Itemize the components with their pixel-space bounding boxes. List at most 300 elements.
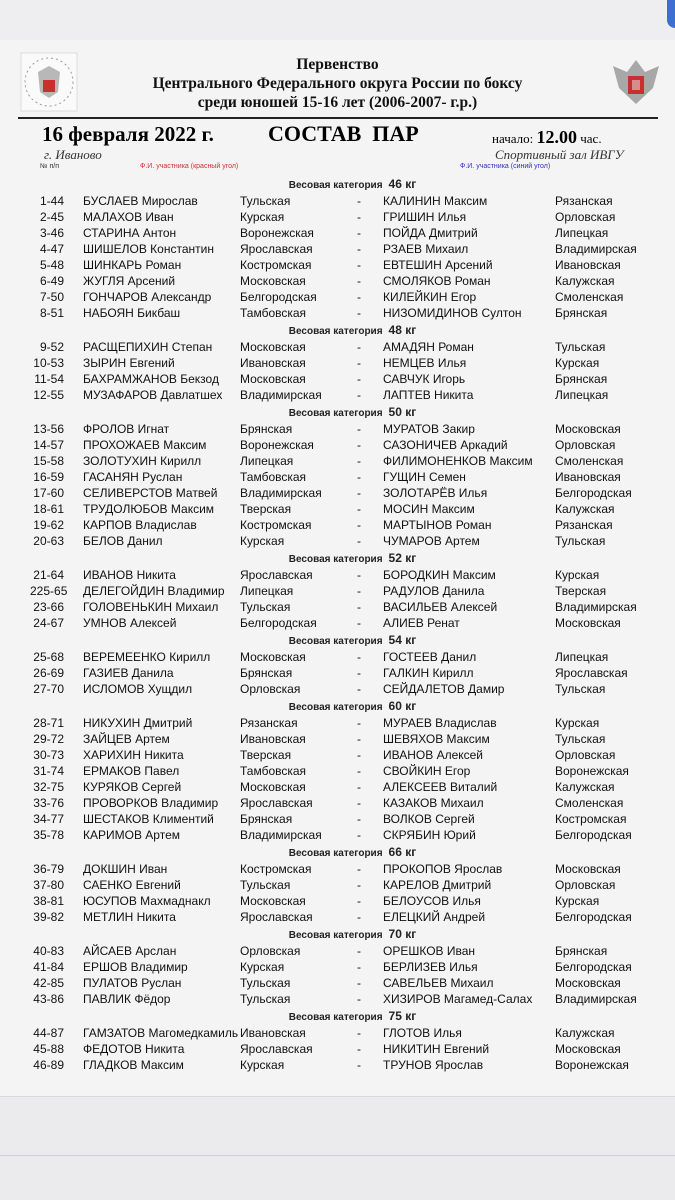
pairings-table (0, 175, 675, 1073)
table-row (0, 273, 675, 289)
red-region: Воронежская (240, 226, 314, 240)
separator: - (357, 960, 361, 974)
blue-region: Костромская (555, 812, 627, 826)
red-fighter: ГОНЧАРОВ Александр (83, 290, 212, 304)
bout-number: 31-74 (33, 764, 64, 778)
blue-region: Московская (555, 616, 621, 630)
separator: - (357, 910, 361, 924)
separator: - (357, 616, 361, 630)
blue-fighter: ГЛОТОВ Илья (383, 1026, 462, 1040)
blue-region: Тульская (555, 682, 606, 696)
bout-number: 16-59 (33, 470, 64, 484)
blue-fighter: САВЕЛЬЕВ Михаил (383, 976, 494, 990)
separator: - (357, 1026, 361, 1040)
bout-number: 38-81 (33, 894, 64, 908)
bout-number: 14-57 (33, 438, 64, 452)
table-row (0, 387, 675, 403)
separator: - (357, 258, 361, 272)
blue-region: Смоленская (555, 454, 624, 468)
red-fighter: ЖУГЛЯ Арсений (83, 274, 176, 288)
table-row (0, 193, 675, 209)
blue-fighter: САЗОНИЧЕВ Аркадий (383, 438, 508, 452)
bout-number: 15-58 (33, 454, 64, 468)
start-label: начало: (492, 131, 534, 146)
table-row (0, 1041, 675, 1057)
coat-of-arms-logo (607, 52, 665, 112)
red-fighter: ДОКШИН Иван (83, 862, 168, 876)
blue-fighter: ВАСИЛЬЕВ Алексей (383, 600, 498, 614)
separator: - (357, 812, 361, 826)
red-fighter: СЕЛИВЕРСТОВ Матвей (83, 486, 218, 500)
column-number-label: № п/п (40, 163, 59, 170)
bout-number: 20-63 (33, 534, 64, 548)
red-fighter: ШЕСТАКОВ Климентий (83, 812, 214, 826)
separator: - (357, 502, 361, 516)
red-region: Орловская (240, 944, 301, 958)
table-row (0, 289, 675, 305)
table-row (0, 421, 675, 437)
table-row (0, 517, 675, 533)
header-divider (18, 117, 658, 119)
table-row (0, 583, 675, 599)
blue-fighter: КАЛИНИН Максим (383, 194, 488, 208)
bout-number: 34-77 (33, 812, 64, 826)
bout-number: 42-85 (33, 976, 64, 990)
column-red-corner-label: Ф.И. участника (красный угол) (140, 163, 239, 170)
blue-fighter: БЕЛОУСОВ Илья (383, 894, 481, 908)
blue-region: Липецкая (555, 650, 609, 664)
table-row (0, 615, 675, 631)
separator: - (357, 1058, 361, 1072)
separator: - (357, 600, 361, 614)
blue-region: Владимирская (555, 242, 637, 256)
separator: - (357, 716, 361, 730)
table-row (0, 599, 675, 615)
blue-region: Курская (555, 716, 600, 730)
bout-number: 30-73 (33, 748, 64, 762)
bout-number: 39-82 (33, 910, 64, 924)
blue-fighter: ЧУМАРОВ Артем (383, 534, 480, 548)
red-region: Ивановская (240, 356, 306, 370)
red-region: Московская (240, 780, 306, 794)
blue-region: Белгородская (555, 910, 632, 924)
blue-region: Орловская (555, 748, 616, 762)
blue-region: Орловская (555, 878, 616, 892)
start-time (492, 127, 602, 148)
table-row (0, 747, 675, 763)
bout-number: 4-47 (39, 242, 64, 256)
table-row (0, 567, 675, 583)
red-region: Белгородская (240, 290, 317, 304)
separator: - (357, 454, 361, 468)
blue-fighter: АЛЕКСЕЕВ Виталий (383, 780, 498, 794)
blue-region: Ивановская (555, 258, 621, 272)
table-row (0, 469, 675, 485)
blue-fighter: ПРОКОПОВ Ярослав (383, 862, 503, 876)
weight-category-header (0, 321, 675, 339)
red-region: Тульская (240, 600, 291, 614)
table-row (0, 225, 675, 241)
red-region: Рязанская (240, 716, 298, 730)
separator: - (357, 470, 361, 484)
category-weight: 70 кг (388, 927, 417, 941)
blue-region: Калужская (555, 502, 615, 516)
table-row (0, 305, 675, 321)
red-fighter: КАРПОВ Владислав (83, 518, 197, 532)
bout-number: 5-48 (39, 258, 64, 272)
bout-number: 29-72 (33, 732, 64, 746)
blue-region: Калужская (555, 780, 615, 794)
separator: - (357, 534, 361, 548)
red-fighter: ГАСАНЯН Руслан (83, 470, 183, 484)
blue-fighter: КИЛЕЙКИН Егор (383, 290, 477, 304)
separator: - (357, 682, 361, 696)
separator: - (357, 226, 361, 240)
blue-region: Ярославская (555, 666, 628, 680)
weight-category-header (0, 843, 675, 861)
blue-region: Воронежская (555, 764, 629, 778)
table-row (0, 861, 675, 877)
blue-region: Воронежская (555, 1058, 629, 1072)
red-region: Ярославская (240, 242, 313, 256)
red-fighter: ЗЫРИН Евгений (83, 356, 175, 370)
blue-fighter: ЛАПТЕВ Никита (383, 388, 474, 402)
red-fighter: ЮСУПОВ Махмаднакл (83, 894, 211, 908)
table-row (0, 257, 675, 273)
top-bar (0, 0, 675, 40)
separator: - (357, 862, 361, 876)
red-region: Костромская (240, 258, 312, 272)
blue-fighter: СЕЙДАЛЕТОВ Дамир (383, 682, 505, 696)
red-region: Брянская (240, 666, 293, 680)
blue-fighter: ЕЛЕЦКИЙ Андрей (383, 910, 486, 924)
blue-fighter: ЕВТЕШИН Арсений (383, 258, 493, 272)
bout-number: 46-89 (33, 1058, 64, 1072)
separator: - (357, 486, 361, 500)
bout-number: 1-44 (39, 194, 64, 208)
bout-number: 10-53 (33, 356, 64, 370)
blue-fighter: ТРУНОВ Ярослав (383, 1058, 484, 1072)
table-row (0, 715, 675, 731)
red-region: Тверская (240, 502, 292, 516)
weight-category-header (0, 631, 675, 649)
category-label: Весовая категория (288, 326, 383, 337)
blue-fighter: МОСИН Максим (383, 502, 475, 516)
red-region: Московская (240, 894, 306, 908)
red-fighter: МЕТЛИН Никита (83, 910, 176, 924)
table-row (0, 339, 675, 355)
red-region: Липецкая (240, 454, 294, 468)
weight-category-header (0, 925, 675, 943)
bout-number: 41-84 (33, 960, 64, 974)
blue-region: Московская (555, 862, 621, 876)
blue-fighter: СВОЙКИН Егор (383, 764, 471, 778)
table-row (0, 877, 675, 893)
separator: - (357, 290, 361, 304)
separator: - (357, 944, 361, 958)
table-row (0, 731, 675, 747)
blue-region: Рязанская (555, 194, 613, 208)
column-blue-corner-label: Ф.И. участника (синий угол) (460, 163, 551, 170)
blue-fighter: ЗОЛОТАРЁВ Илья (383, 486, 488, 500)
table-row (0, 1025, 675, 1041)
table-row (0, 371, 675, 387)
category-label: Весовая категория (288, 408, 383, 419)
red-region: Тульская (240, 976, 291, 990)
red-region: Курская (240, 210, 285, 224)
bout-number: 2-45 (39, 210, 64, 224)
red-region: Владимирская (240, 388, 322, 402)
blue-fighter: САВЧУК Игорь (383, 372, 466, 386)
blue-region: Владимирская (555, 600, 637, 614)
boxing-federation-logo (20, 52, 78, 112)
red-fighter: ХАРИХИН Никита (83, 748, 184, 762)
blue-region: Тульская (555, 534, 606, 548)
red-fighter: ТРУДОЛЮБОВ Максим (83, 502, 215, 516)
red-fighter: ДЕЛЕГОЙДИН Владимир (83, 584, 225, 598)
window-edge (667, 0, 675, 28)
separator: - (357, 242, 361, 256)
bout-number: 7-50 (39, 290, 64, 304)
category-weight: 66 кг (388, 845, 417, 859)
table-row (0, 975, 675, 991)
red-region: Владимирская (240, 828, 322, 842)
table-row (0, 681, 675, 697)
category-label: Весовая категория (288, 1012, 383, 1023)
city: г. Иваново (44, 147, 102, 162)
blue-region: Белгородская (555, 486, 632, 500)
weight-category-header (0, 175, 675, 193)
blue-fighter: ГРИШИН Илья (383, 210, 467, 224)
red-region: Ярославская (240, 568, 313, 582)
table-row (0, 501, 675, 517)
red-fighter: ФЕДОТОВ Никита (83, 1042, 185, 1056)
category-weight: 54 кг (388, 633, 417, 647)
bout-number: 32-75 (33, 780, 64, 794)
separator: - (357, 438, 361, 452)
blue-fighter: ОРЕШКОВ Иван (383, 944, 476, 958)
separator: - (357, 764, 361, 778)
bout-number: 26-69 (33, 666, 64, 680)
blue-fighter: СМОЛЯКОВ Роман (383, 274, 491, 288)
blue-region: Орловская (555, 210, 616, 224)
blue-fighter: БЕРЛИЗЕВ Илья (383, 960, 478, 974)
blue-fighter: КАЗАКОВ Михаил (383, 796, 484, 810)
red-fighter: ШИШЕЛОВ Константин (83, 242, 214, 256)
bout-number: 8-51 (39, 306, 64, 320)
red-fighter: ШИНКАРЬ Роман (83, 258, 182, 272)
bottom-area (0, 1096, 675, 1200)
bout-number: 17-60 (33, 486, 64, 500)
category-label: Весовая категория (288, 636, 383, 647)
red-fighter: НАБОЯН Бикбаш (83, 306, 181, 320)
blue-region: Рязанская (555, 518, 613, 532)
blue-fighter: НИЗОМИДИНОВ Султон (383, 306, 522, 320)
bout-number: 12-55 (33, 388, 64, 402)
bout-number: 9-52 (39, 340, 64, 354)
red-fighter: ПУЛАТОВ Руслан (83, 976, 182, 990)
red-fighter: НИКУХИН Дмитрий (83, 716, 193, 730)
bout-number: 6-49 (39, 274, 64, 288)
blue-region: Курская (555, 356, 600, 370)
category-weight: 60 кг (388, 699, 417, 713)
weight-category-header (0, 1007, 675, 1025)
category-label: Весовая категория (288, 180, 383, 191)
red-region: Тульская (240, 878, 291, 892)
red-fighter: ГАМЗАТОВ Магомедкамиль (83, 1026, 239, 1040)
blue-fighter: МУРАТОВ Закир (383, 422, 475, 436)
bout-number: 13-56 (33, 422, 64, 436)
blue-region: Тульская (555, 732, 606, 746)
red-region: Орловская (240, 682, 301, 696)
blue-fighter: НЕМЦЕВ Илья (383, 356, 467, 370)
red-fighter: СТАРИНА Антон (83, 226, 177, 240)
table-row (0, 649, 675, 665)
weight-category-header (0, 549, 675, 567)
red-fighter: ПАВЛИК Фёдор (83, 992, 171, 1006)
red-region: Липецкая (240, 584, 294, 598)
bout-number: 3-46 (39, 226, 64, 240)
red-region: Владимирская (240, 486, 322, 500)
red-region: Тверская (240, 748, 292, 762)
separator: - (357, 210, 361, 224)
red-region: Ивановская (240, 732, 306, 746)
table-row (0, 909, 675, 925)
blue-region: Московская (555, 976, 621, 990)
separator: - (357, 388, 361, 402)
blue-region: Курская (555, 568, 600, 582)
bout-number: 27-70 (33, 682, 64, 696)
blue-region: Калужская (555, 1026, 615, 1040)
red-fighter: МАЛАХОВ Иван (83, 210, 174, 224)
weight-category-header (0, 697, 675, 715)
red-fighter: ЕРМАКОВ Павел (83, 764, 180, 778)
table-row (0, 453, 675, 469)
blue-region: Брянская (555, 372, 608, 386)
separator: - (357, 650, 361, 664)
red-region: Тульская (240, 194, 291, 208)
separator: - (357, 422, 361, 436)
bout-number: 18-61 (33, 502, 64, 516)
table-row (0, 355, 675, 371)
red-fighter: УМНОВ Алексей (83, 616, 177, 630)
blue-region: Владимирская (555, 992, 637, 1006)
category-label: Весовая категория (288, 930, 383, 941)
red-region: Брянская (240, 422, 293, 436)
red-fighter: ГОЛОВЕНЬКИН Михаил (83, 600, 219, 614)
category-weight: 52 кг (388, 551, 417, 565)
title-line-2: Центрального Федерального округа России по боксу (152, 75, 523, 92)
red-fighter: ГЛАДКОВ Максим (83, 1058, 184, 1072)
bout-number: 45-88 (33, 1042, 64, 1056)
blue-fighter: РЗАЕВ Михаил (383, 242, 469, 256)
red-fighter: АЙСАЕВ Арслан (83, 944, 177, 958)
red-region: Тамбовская (240, 306, 307, 320)
separator: - (357, 828, 361, 842)
blue-fighter: НИКИТИН Евгений (383, 1042, 490, 1056)
table-row (0, 827, 675, 843)
bout-number: 40-83 (33, 944, 64, 958)
red-region: Ярославская (240, 910, 313, 924)
table-row (0, 485, 675, 501)
separator: - (357, 584, 361, 598)
start-unit: час. (580, 131, 602, 146)
red-fighter: БЕЛОВ Данил (83, 534, 163, 548)
red-fighter: БАХРАМЖАНОВ Бекзод (83, 372, 219, 386)
red-region: Ярославская (240, 796, 313, 810)
separator: - (357, 518, 361, 532)
bout-number: 36-79 (33, 862, 64, 876)
red-region: Брянская (240, 812, 293, 826)
table-row (0, 437, 675, 453)
red-region: Тамбовская (240, 764, 307, 778)
blue-fighter: МАРТЫНОВ Роман (383, 518, 492, 532)
red-region: Ивановская (240, 1026, 306, 1040)
red-region: Курская (240, 960, 285, 974)
red-region: Воронежская (240, 438, 314, 452)
blue-fighter: ПОЙДА Дмитрий (383, 226, 478, 240)
separator: - (357, 780, 361, 794)
blue-region: Тульская (555, 340, 606, 354)
red-region: Курская (240, 534, 285, 548)
separator: - (357, 274, 361, 288)
bout-number: 25-68 (33, 650, 64, 664)
bout-number: 24-67 (33, 616, 64, 630)
red-fighter: ФРОЛОВ Игнат (83, 422, 170, 436)
red-region: Костромская (240, 518, 312, 532)
blue-fighter: МУРАЕВ Владислав (383, 716, 497, 730)
blue-region: Липецкая (555, 388, 609, 402)
bout-number: 28-71 (33, 716, 64, 730)
table-row (0, 779, 675, 795)
red-region: Тамбовская (240, 470, 307, 484)
blue-region: Курская (555, 894, 600, 908)
blue-fighter: ГАЛКИН Кирилл (383, 666, 474, 680)
red-fighter: САЕНКО Евгений (83, 878, 181, 892)
separator: - (357, 340, 361, 354)
red-fighter: КАРИМОВ Артем (83, 828, 180, 842)
bout-number: 23-66 (33, 600, 64, 614)
bout-number: 11-54 (34, 372, 64, 386)
blue-fighter: ИВАНОВ Алексей (383, 748, 484, 762)
table-row (0, 1057, 675, 1073)
blue-region: Тверская (555, 584, 607, 598)
event-date: 16 февраля 2022 г. (42, 122, 214, 146)
bout-number: 21-64 (33, 568, 64, 582)
red-region: Московская (240, 650, 306, 664)
separator: - (357, 194, 361, 208)
blue-fighter: АМАДЯН Роман (383, 340, 474, 354)
separator: - (357, 878, 361, 892)
separator: - (357, 568, 361, 582)
category-weight: 50 кг (388, 405, 417, 419)
table-row (0, 533, 675, 549)
blue-region: Московская (555, 1042, 621, 1056)
separator: - (357, 372, 361, 386)
blue-fighter: ГОСТЕЕВ Данил (383, 650, 477, 664)
blue-region: Смоленская (555, 290, 624, 304)
bout-number: 35-78 (33, 828, 64, 842)
blue-region: Брянская (555, 306, 608, 320)
red-fighter: ГАЗИЕВ Данила (83, 666, 174, 680)
red-fighter: ПРОХОЖАЕВ Максим (83, 438, 207, 452)
blue-region: Брянская (555, 944, 608, 958)
red-fighter: ЕРШОВ Владимир (83, 960, 188, 974)
red-fighter: БУСЛАЕВ Мирослав (83, 194, 198, 208)
category-weight: 46 кг (388, 177, 417, 191)
blue-region: Липецкая (555, 226, 609, 240)
separator: - (357, 976, 361, 990)
